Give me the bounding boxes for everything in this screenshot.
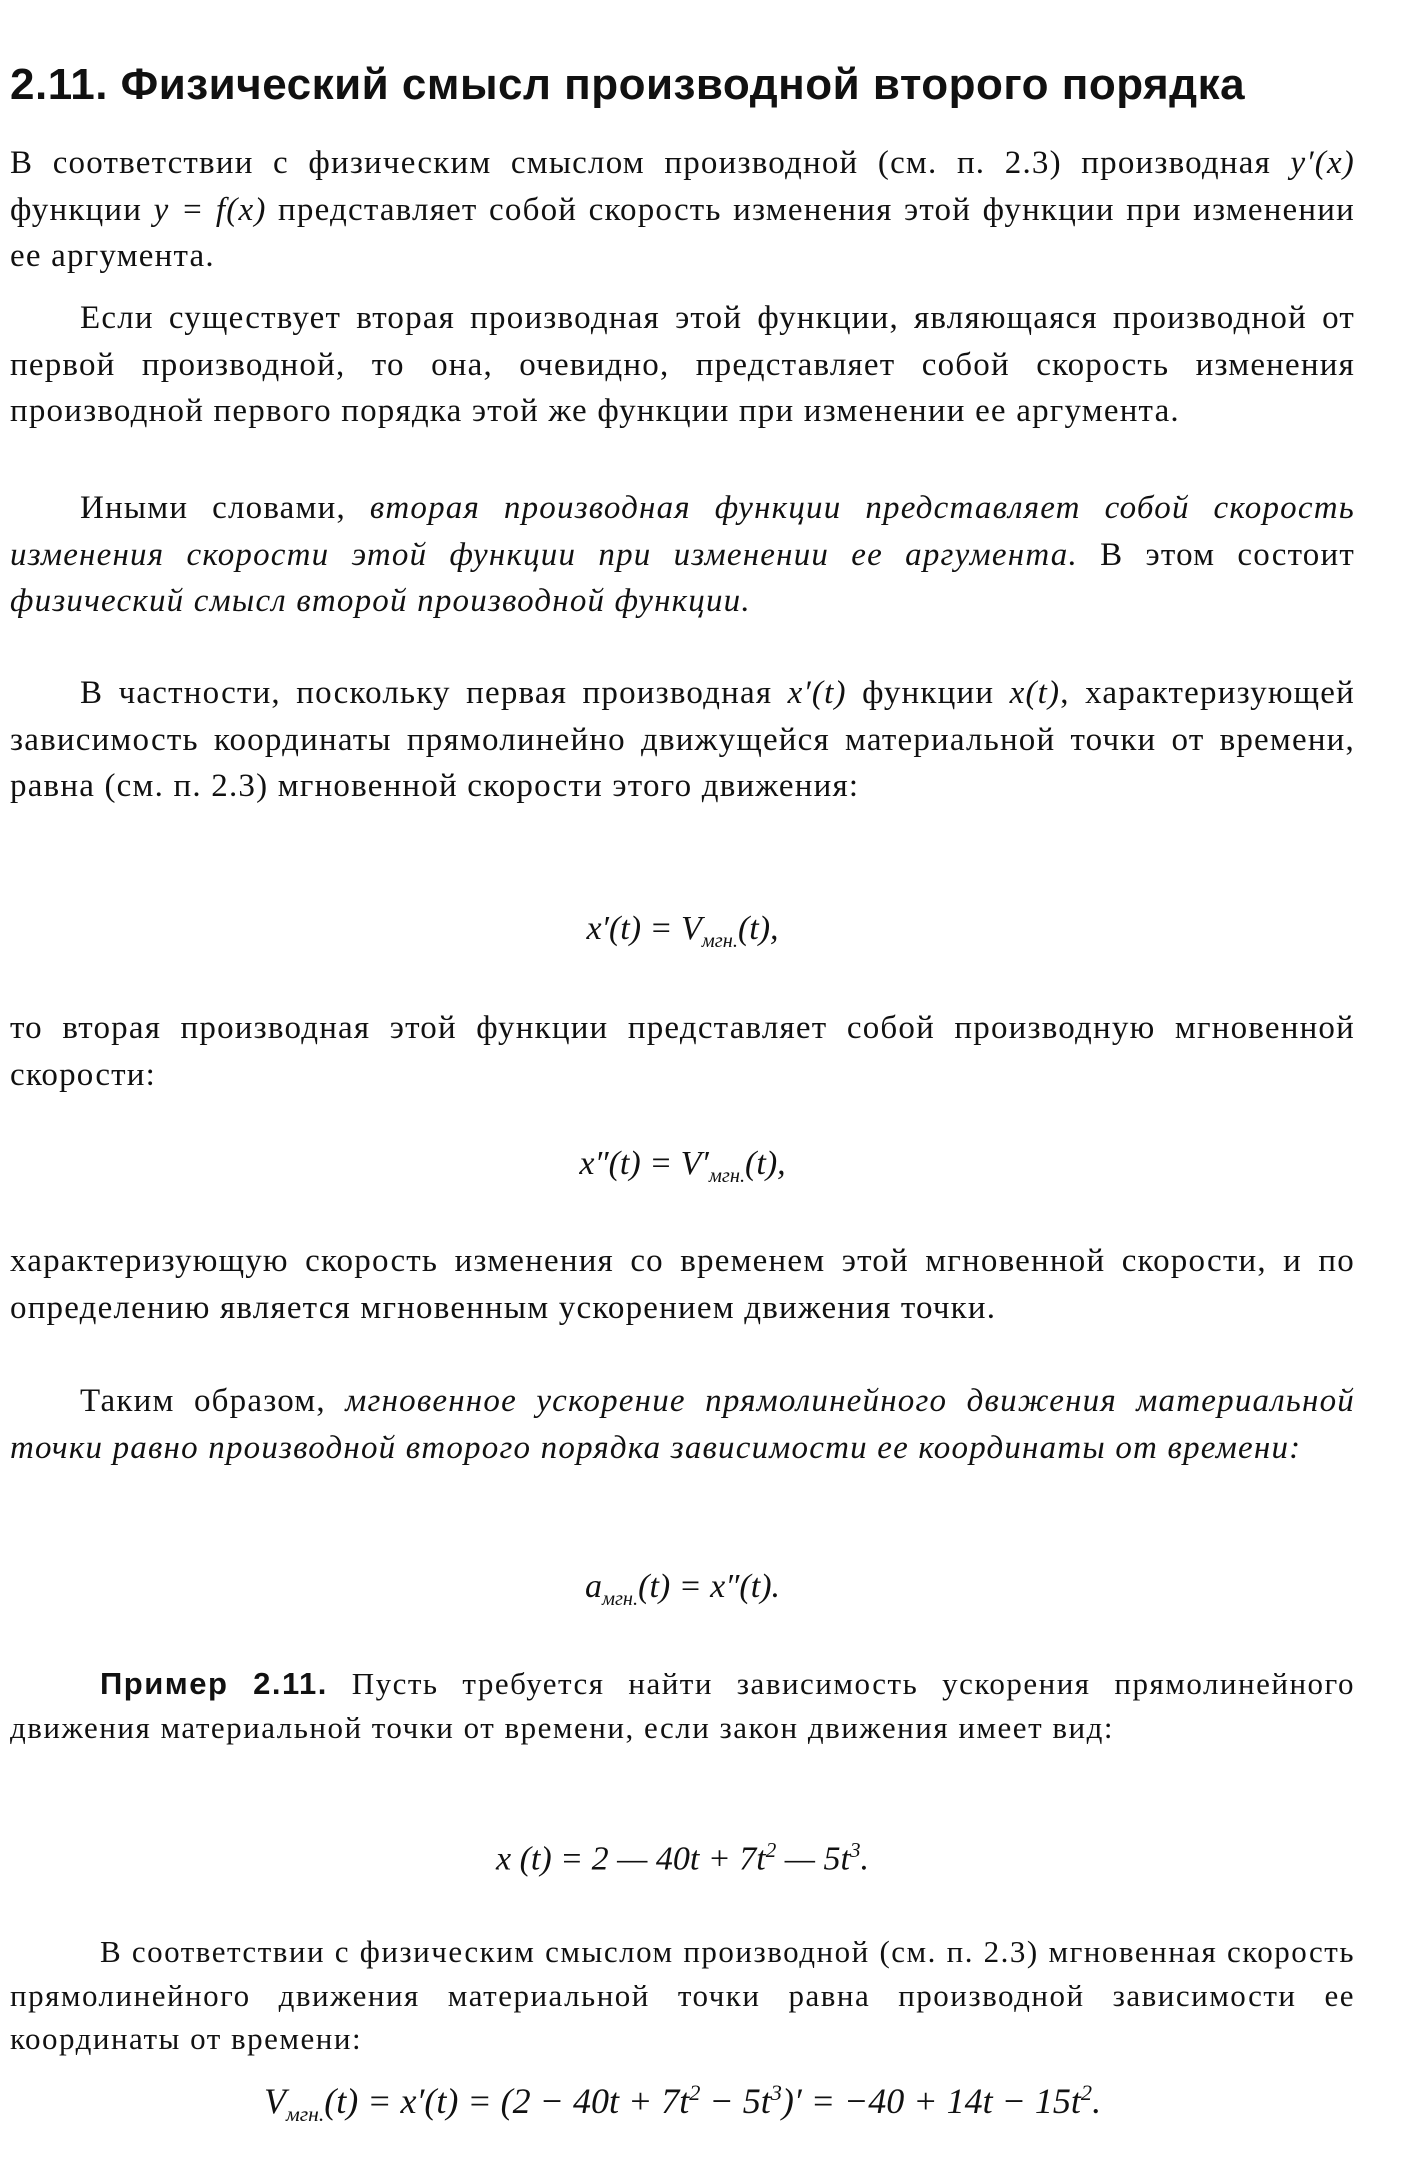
example-label: Пример 2.11.	[100, 1666, 328, 1701]
paragraph-3: Иными словами, вторая производная функции представляет собой скорость изменения скорости этой функции при изменении ее аргумента. В этом состоит физический смысл второй производной функции.	[10, 490, 1355, 619]
paragraph-example: Пример 2.11. Пусть требуется найти зависимость ускорения прямолинейного движения материальной точки от времени, если закон движения имеет вид:	[10, 1666, 1355, 1745]
paragraph-4: В частности, поскольку первая производная x′(t) функции x(t), характеризующей зависимость координаты прямолинейно движущейся материальной точки от времени, равна (см. п. 2.3) мгновенной скорости этого движения:	[10, 675, 1355, 804]
emphasis: физический смысл второй производной функции.	[10, 583, 751, 619]
paragraph-5: то вторая производная этой функции представляет собой производную мгновенной скорости:	[10, 1010, 1355, 1093]
paragraph-6: характеризующую скорость изменения со временем этой мгновенной скорости, и по определению является мгновенным ускорением движения точки.	[10, 1243, 1355, 1326]
formula-velocity: $x'(t) = V_{мгн.}(t)$,	[586, 910, 779, 952]
emphasis: вторая производная функции представляет собой скорость изменения скорости этой функции при изменении ее аргумента.	[10, 490, 1355, 573]
paragraph-7: Таким образом, мгновенное ускорение прямолинейного движения материальной точки равно производной второго порядка зависимости ее координаты от времени:	[10, 1383, 1355, 1466]
formula-velocity-derivative: $V_{мгн.}(t) = x'(t) = (2 - 40t + 7t^2 - 5t^3)' = -40 + 14t - 15t^2$.	[263, 2080, 1102, 2127]
math-inline: y′(x)	[1290, 145, 1355, 181]
math-inline: x(t)	[1009, 675, 1061, 711]
math-inline: x′(t)	[787, 675, 847, 711]
emphasis: мгновенное ускорение прямолинейного движения материальной точки равно производной второго порядка зависимости ее координаты от времени:	[10, 1383, 1355, 1466]
formula-second-derivative: $x''(t) = V'_{мгн.}(t)$,	[579, 1145, 786, 1187]
section-heading: 2.11. Физический смысл производной второго порядка	[10, 60, 1246, 109]
paragraph-1: В соответствии с физическим смыслом производной (см. п. 2.3) производная y′(x) функции y = f(x) представляет собой скорость изменения этой функции при изменении ее аргумента.	[10, 145, 1355, 274]
paragraph-9: В соответствии с физическим смыслом производной (см. п. 2.3) мгновенная скорость прямолинейного движения материальной точки равна производной зависимости ее координаты от времени:	[10, 1934, 1355, 2056]
math-inline: y = f(x)	[153, 191, 267, 228]
formula-acceleration: $a_{мгн.}(t) = x''(t)$.	[584, 1568, 781, 1610]
paragraph-2: Если существует вторая производная этой функции, являющаяся производной от первой производной, то она, очевидно, представляет собой скорость изменения производной первого порядка этой же функции при изменении ее аргумента.	[10, 300, 1355, 429]
textbook-page	[10, 0, 1378, 2158]
formula-motion-law: x (t) = 2 — $40t + 7t^2$ — $5t^3$.	[496, 1838, 869, 1878]
